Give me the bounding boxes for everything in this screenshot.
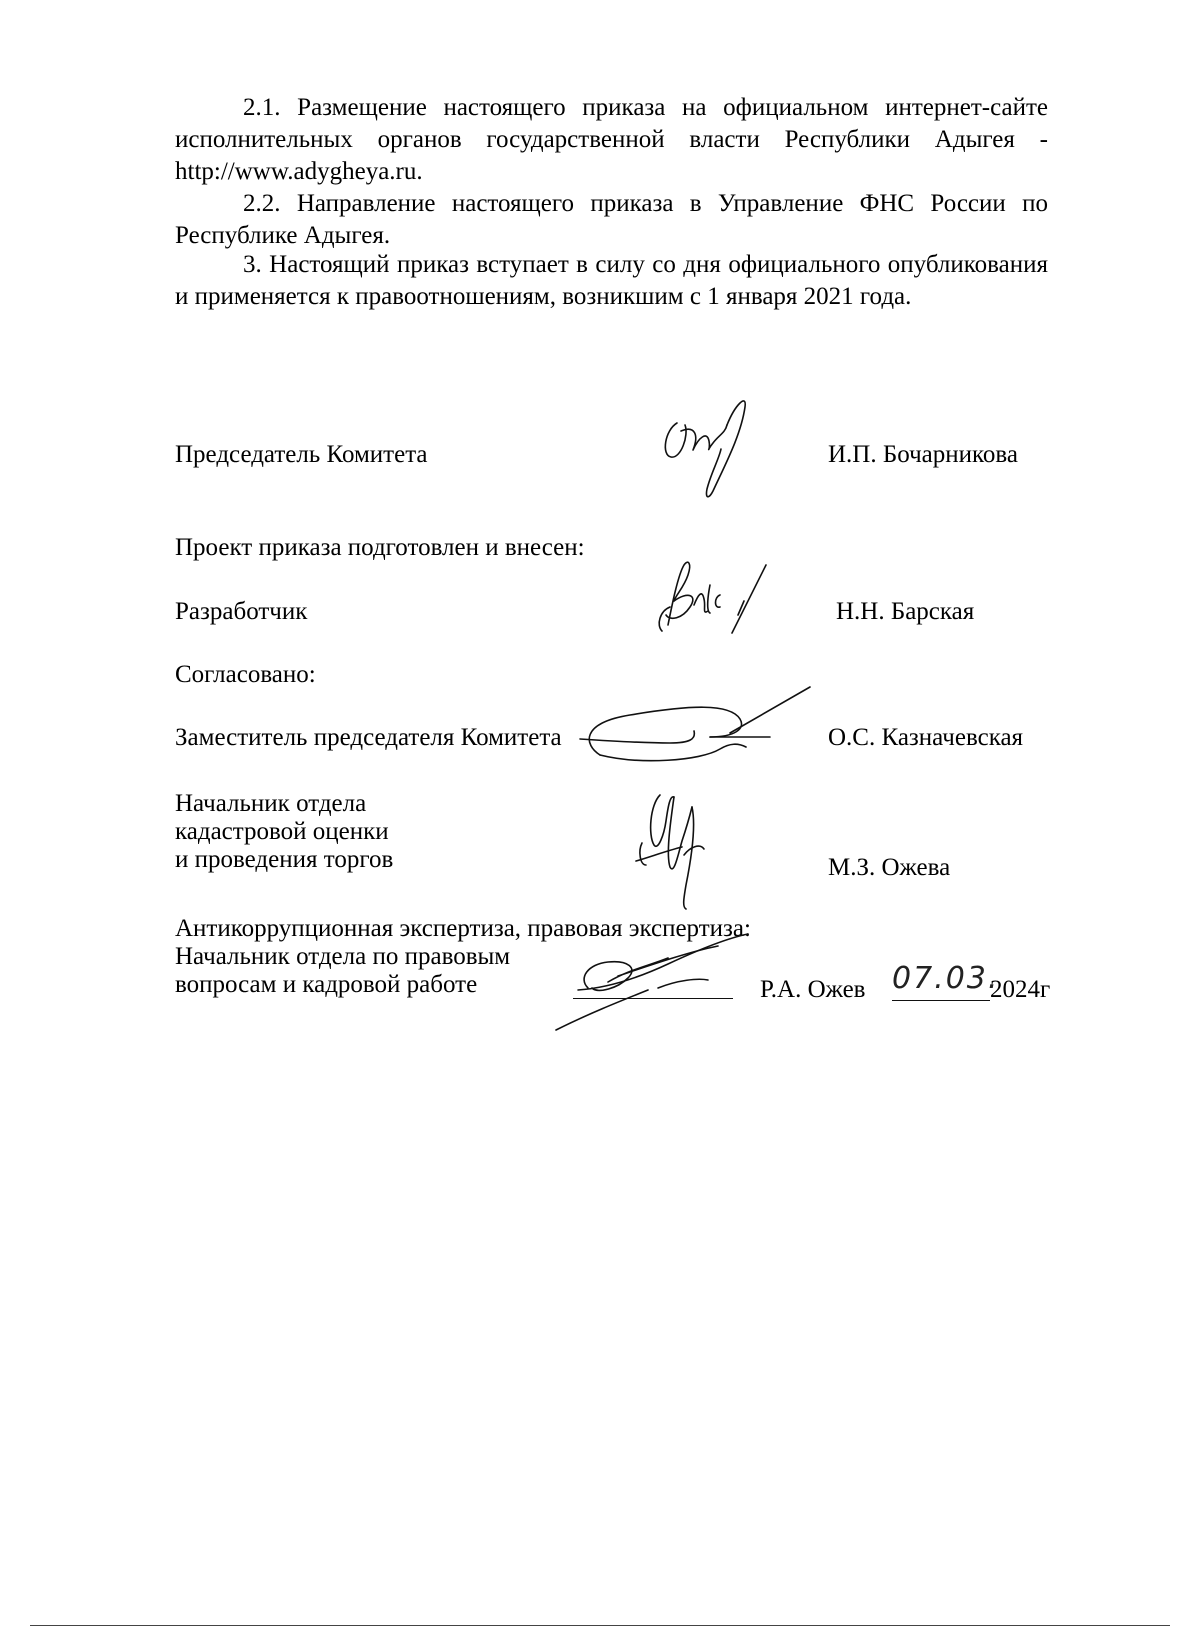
developer-signature bbox=[648, 555, 778, 645]
signing-year: 2024г bbox=[990, 976, 1051, 1003]
legal-position-line: Начальник отдела по правовым bbox=[175, 943, 511, 970]
chairman-signature bbox=[655, 395, 765, 515]
deputy-signature bbox=[570, 685, 830, 775]
paragraph-3: 3. Настоящий приказ вступает в силу со дня официального опубликования и применяется к правоотношениям, возникшим с 1 января 2021 года. bbox=[175, 251, 1048, 310]
legal-head-signature bbox=[548, 918, 768, 1038]
cadastral-head-name: М.З. Ожева bbox=[828, 854, 951, 881]
expertise-heading: Антикоррупционная экспертиза, правовая экспертиза: bbox=[175, 915, 751, 942]
cadastral-position-line: Начальник отдела bbox=[175, 790, 367, 817]
agreed-heading: Согласовано: bbox=[175, 661, 316, 688]
deputy-name: О.С. Казначевская bbox=[828, 724, 1024, 751]
cadastral-head-position bbox=[175, 790, 393, 874]
date-underline bbox=[892, 1000, 990, 1001]
prepared-heading: Проект приказа подготовлен и внесен: bbox=[175, 534, 585, 561]
legal-position-line: вопросам и кадровой работе bbox=[175, 971, 478, 998]
cadastral-position-line: и проведения торгов bbox=[175, 846, 394, 873]
cadastral-head-signature bbox=[630, 785, 720, 915]
cadastral-position-line: кадастровой оценки bbox=[175, 818, 389, 845]
chairman-name: И.П. Бочарникова bbox=[828, 441, 1018, 468]
deputy-position: Заместитель председателя Комитета bbox=[175, 724, 562, 751]
chairman-position: Председатель Комитета bbox=[175, 441, 428, 468]
legal-head-name: Р.А. Ожев bbox=[760, 976, 866, 1003]
page-bottom-line bbox=[30, 1625, 1170, 1626]
handwritten-date: 07.03. bbox=[892, 961, 1000, 996]
developer-name: Н.Н. Барская bbox=[836, 598, 975, 625]
paragraph-2-2: 2.2. Направление настоящего приказа в Управление ФНС России по Республике Адыгея. bbox=[175, 190, 1048, 249]
legal-head-position bbox=[175, 943, 510, 999]
paragraph-2-1: 2.1. Размещение настоящего приказа на официальном интернет-сайте исполнительных органов государственной власти Республики Адыгея - http://www.adygheya.ru. bbox=[175, 94, 1048, 185]
developer-position: Разработчик bbox=[175, 598, 308, 625]
